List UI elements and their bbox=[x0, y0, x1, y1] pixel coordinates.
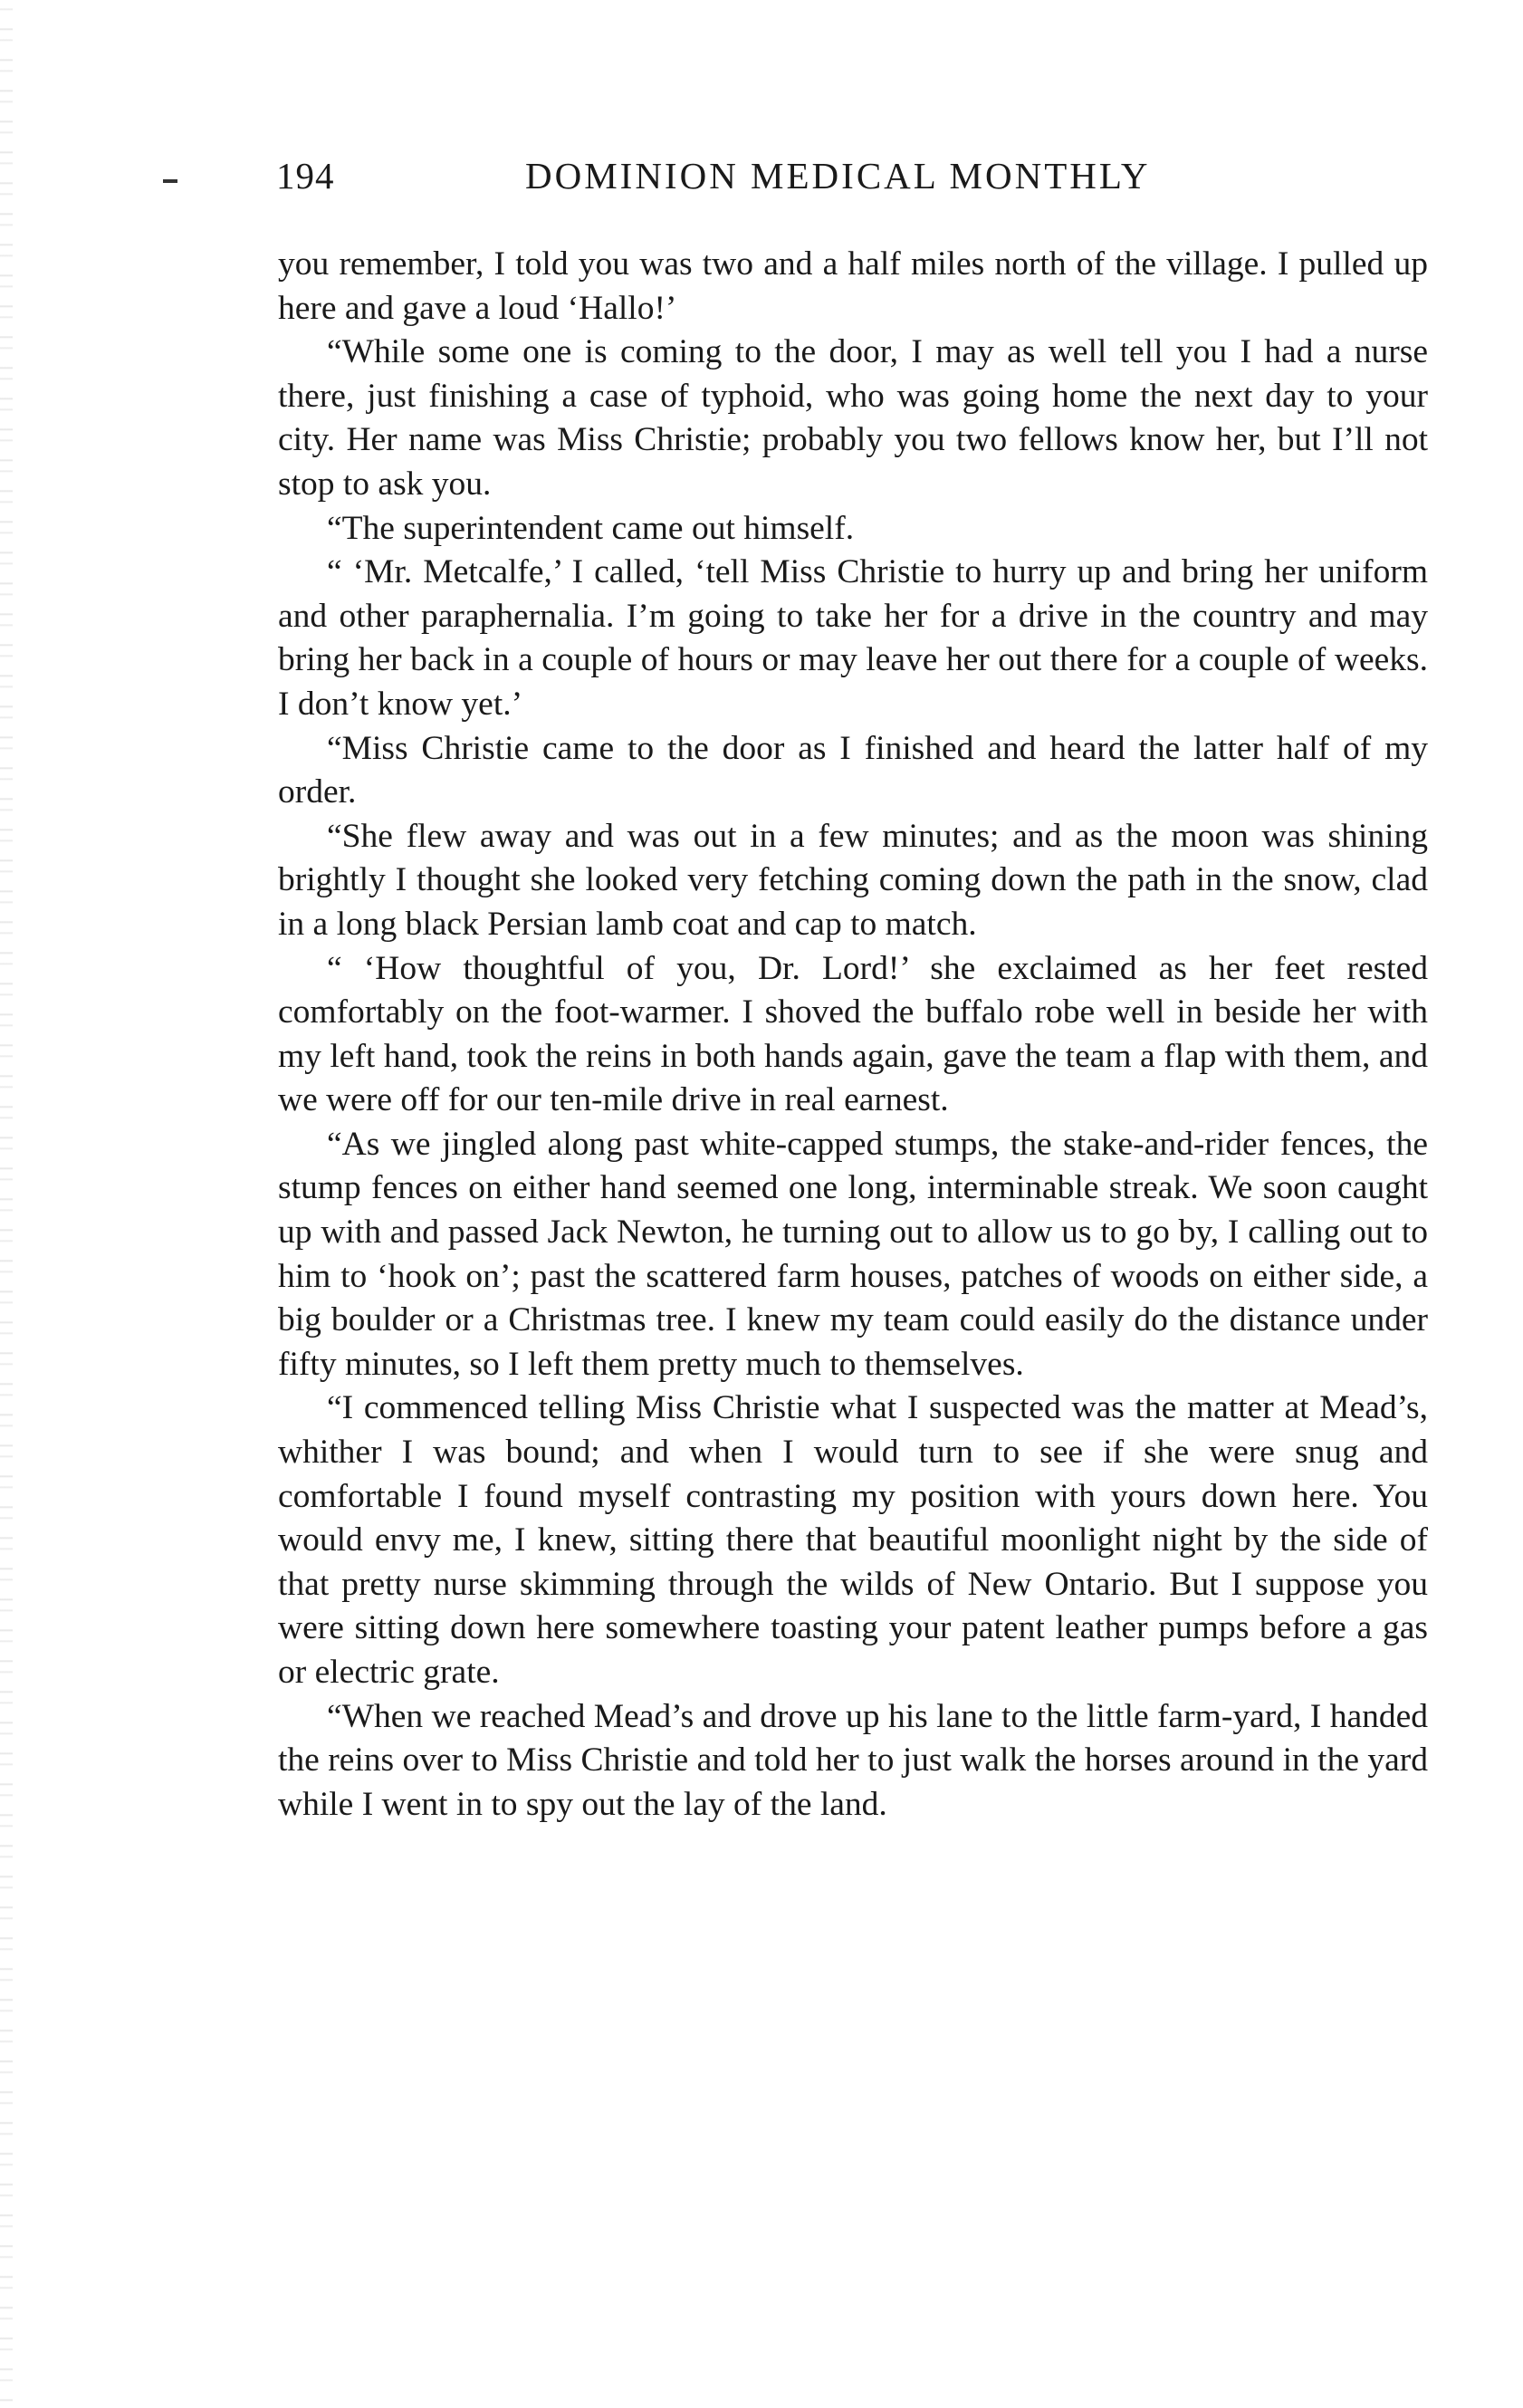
paragraph: “Miss Christie came to the door as I finished and heard the latter half of my order. bbox=[278, 729, 1428, 811]
paragraph: “ ‘Mr. Metcalfe,’ I called, ‘tell Miss Christie to hurry up and bring her uniform and other paraphernalia. I’m going to take her for a drive in the country and may bring her back in a couple of hours or may leave her out there for a couple of weeks. I don’t know yet.’ bbox=[278, 553, 1428, 723]
paragraph: “The superintendent came out himself. bbox=[327, 509, 855, 547]
running-head bbox=[276, 154, 1417, 208]
journal-title: DOMINION MEDICAL MONTHLY bbox=[525, 155, 1151, 197]
page-number: 194 bbox=[276, 155, 335, 197]
paragraph: “When we reached Mead’s and drove up his lane to the little farm-yard, I handed the reins over to Miss Christie and told her to just walk the horses around in the yard while I went in to spy out the lay of the land. bbox=[278, 1697, 1428, 1823]
paragraph: “ ‘How thoughtful of you, Dr. Lord!’ she exclaimed as her feet rested comfortably on the foot-warmer. I shoved the buffalo robe well in beside her with my left hand, took the reins in both hands again, gave the team a flap with them, and we were off for our ten-mile drive in real earnest. bbox=[278, 949, 1428, 1119]
paragraph: “She flew away and was out in a few minutes; and as the moon was shining brightly I thought she looked very fetching coming down the path in the snow, clad in a long black Persian lamb coat and cap to match. bbox=[278, 817, 1428, 943]
margin-dash bbox=[163, 179, 177, 183]
article-body bbox=[278, 243, 1428, 1827]
paragraph: “As we jingled along past white-capped stumps, the stake-and-rider fences, the stump fences on either hand seemed one long, interminable streak. We soon caught up with and passed Jack Newton, he turning out to allow us to go by, I calling out to him to ‘hook on’; past the scattered farm houses, patches of woods on either side, a big boulder or a Christmas tree. I knew my team could easily do the distance under fifty minutes, so I left them pretty much to themselves. bbox=[278, 1125, 1428, 1383]
paragraph: “I commenced telling Miss Christie what I suspected was the matter at Mead’s, whither I was bound; and when I would turn to see if she were snug and comfortable I found myself contrasting my position with yours down here. You would envy me, I knew, sitting there that beautiful moonlight night by the side of that pretty nurse skimming through the wilds of New Ontario. But I suppose you were sitting down here somewhere toasting your patent leather pumps before a gas or electric grate. bbox=[278, 1389, 1428, 1691]
paragraph-continued: you remember, I told you was two and a half miles north of the village. I pulled up here and gave a loud ‘Hallo!’ bbox=[278, 245, 1428, 327]
page-edge-binding bbox=[0, 0, 13, 2408]
paragraph: “While some one is coming to the door, I may as well tell you I had a nurse there, just finishing a case of typhoid, who was going home the next day to your city. Her name was Miss Christie; probably you two fellows know her, but I’ll not stop to ask you. bbox=[278, 333, 1428, 503]
